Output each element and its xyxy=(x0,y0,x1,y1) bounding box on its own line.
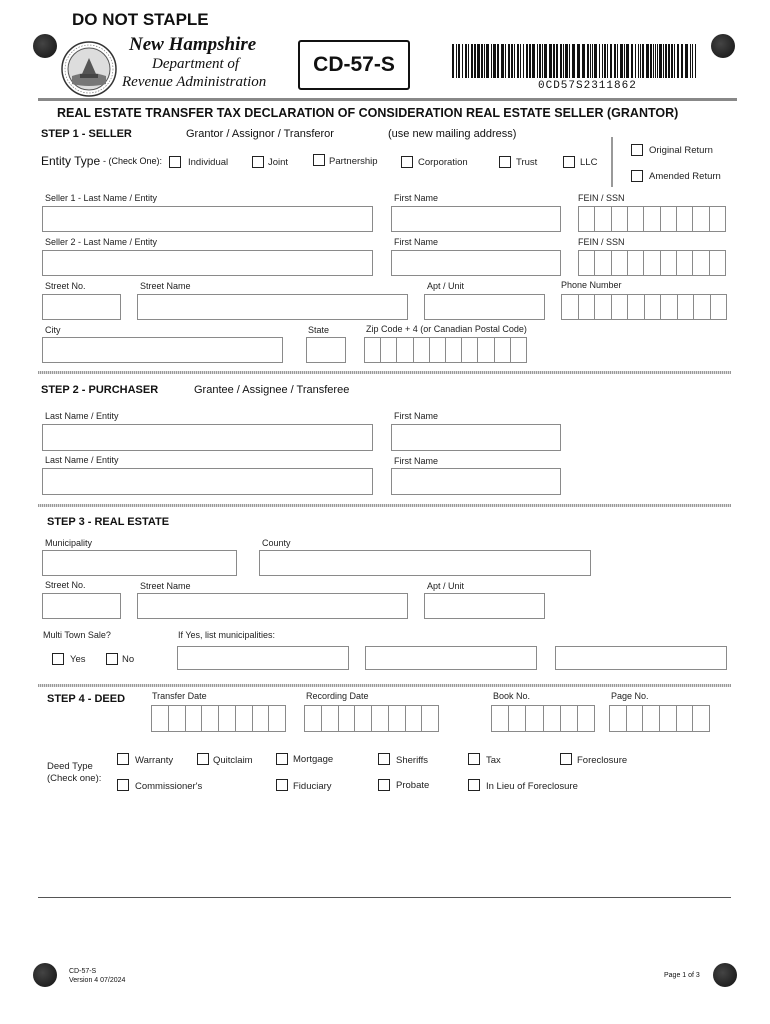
seller-state-field[interactable] xyxy=(306,337,346,363)
footer-version: Version 4 07/2024 xyxy=(69,977,126,984)
seller-street-no-field[interactable] xyxy=(42,294,121,320)
partnership-checkbox[interactable] xyxy=(313,154,325,166)
multi-town-no-label: No xyxy=(122,654,135,665)
county-field[interactable] xyxy=(259,550,591,576)
fiduciary-label: Fiduciary xyxy=(293,781,332,792)
sheriffs-checkbox[interactable] xyxy=(378,753,390,765)
joint-checkbox[interactable] xyxy=(252,156,264,168)
book-no-field[interactable] xyxy=(491,705,595,732)
page-no-field[interactable] xyxy=(609,705,710,732)
department-line-1: Department of xyxy=(152,56,240,72)
seller1-first-field[interactable] xyxy=(391,206,561,232)
property-street-no-label: Street No. xyxy=(45,580,86,590)
punch-hole-bottom-left xyxy=(33,963,57,987)
page-no-label: Page No. xyxy=(611,691,649,701)
step1-divider xyxy=(38,371,731,374)
tax-checkbox[interactable] xyxy=(468,753,480,765)
partnership-label: Partnership xyxy=(329,156,378,167)
purchaser1-first-field[interactable] xyxy=(391,424,561,451)
purchaser2-first-label: First Name xyxy=(394,456,439,466)
commissioners-checkbox[interactable] xyxy=(117,779,129,791)
seller-apt-label: Apt / Unit xyxy=(427,281,465,291)
step2-subheading: Grantee / Assignee / Transferee xyxy=(194,384,350,396)
department-line-2: Revenue Administration xyxy=(122,74,267,90)
recording-date-field[interactable] xyxy=(304,705,439,732)
punch-hole-top-left xyxy=(33,34,57,58)
mailing-note: (use new mailing address) xyxy=(388,128,517,140)
municipality-list-field-3[interactable] xyxy=(555,646,727,670)
county-label: County xyxy=(262,538,291,548)
purchaser2-last-field[interactable] xyxy=(42,468,373,495)
property-apt-field[interactable] xyxy=(424,593,545,619)
warranty-label: Warranty xyxy=(135,755,174,766)
seller2-name-field[interactable] xyxy=(42,250,373,276)
commissioners-label: Commissioner's xyxy=(135,781,203,792)
trust-label: Trust xyxy=(516,157,538,168)
step3-heading: STEP 3 - REAL ESTATE xyxy=(47,516,170,528)
return-type-divider xyxy=(611,137,613,187)
punch-hole-bottom-right xyxy=(713,963,737,987)
original-return-checkbox[interactable] xyxy=(631,144,643,156)
header-rule xyxy=(38,98,737,101)
state-seal-icon xyxy=(60,40,118,98)
barcode-icon xyxy=(452,44,699,78)
footer-page-number: Page 1 of 3 xyxy=(664,972,700,979)
llc-checkbox[interactable] xyxy=(563,156,575,168)
property-apt-label: Apt / Unit xyxy=(427,581,465,591)
form-code: CD-57-S xyxy=(313,53,395,76)
property-street-name-field[interactable] xyxy=(137,593,408,619)
corporation-checkbox[interactable] xyxy=(401,156,413,168)
multi-town-no-checkbox[interactable] xyxy=(106,653,118,665)
original-return-label: Original Return xyxy=(649,145,713,156)
seller2-fein-label: FEIN / SSN xyxy=(578,237,625,247)
quitclaim-label: Quitclaim xyxy=(213,755,253,766)
transfer-date-label: Transfer Date xyxy=(152,691,207,701)
multi-town-label: Multi Town Sale? xyxy=(43,630,111,640)
seller2-first-label: First Name xyxy=(394,237,439,247)
step1-subheading: Grantor / Assignor / Transferor xyxy=(186,128,334,140)
purchaser1-last-field[interactable] xyxy=(42,424,373,451)
individual-checkbox[interactable] xyxy=(169,156,181,168)
in-lieu-of-foreclosure-checkbox[interactable] xyxy=(468,779,480,791)
seller-apt-field[interactable] xyxy=(424,294,545,320)
seller-state-label: State xyxy=(308,325,330,335)
seller2-name-label: Seller 2 - Last Name / Entity xyxy=(45,237,158,247)
mortgage-label: Mortgage xyxy=(293,754,334,765)
entity-type-label: Entity Type xyxy=(41,154,101,168)
transfer-date-field[interactable] xyxy=(151,705,286,732)
seller1-first-label: First Name xyxy=(394,193,439,203)
footer-rule xyxy=(38,897,731,898)
step2-divider xyxy=(38,504,731,507)
municipality-field[interactable] xyxy=(42,550,237,576)
form-code-box xyxy=(298,40,410,90)
purchaser1-last-label: Last Name / Entity xyxy=(45,411,119,421)
purchaser2-last-label: Last Name / Entity xyxy=(45,455,119,465)
step3-divider xyxy=(38,684,731,687)
purchaser2-first-field[interactable] xyxy=(391,468,561,495)
municipality-label: Municipality xyxy=(45,538,93,548)
seller1-fein-label: FEIN / SSN xyxy=(578,193,625,203)
probate-checkbox[interactable] xyxy=(378,779,390,791)
seller-phone-field[interactable] xyxy=(561,294,727,320)
trust-checkbox[interactable] xyxy=(499,156,511,168)
in-lieu-of-foreclosure-label: In Lieu of Foreclosure xyxy=(486,781,578,792)
municipality-list-field-1[interactable] xyxy=(177,646,349,670)
seller-street-no-label: Street No. xyxy=(45,281,86,291)
seller-city-field[interactable] xyxy=(42,337,283,363)
if-yes-label: If Yes, list municipalities: xyxy=(178,630,276,640)
check-one-label: - (Check One): xyxy=(103,156,163,166)
deed-type-label: Deed Type xyxy=(47,761,93,772)
amended-return-checkbox[interactable] xyxy=(631,170,643,182)
llc-label: LLC xyxy=(580,157,598,168)
seller1-name-label: Seller 1 - Last Name / Entity xyxy=(45,193,158,203)
property-street-no-field[interactable] xyxy=(42,593,121,619)
fiduciary-checkbox[interactable] xyxy=(276,779,288,791)
foreclosure-label: Foreclosure xyxy=(577,755,628,766)
warranty-checkbox[interactable] xyxy=(117,753,129,765)
book-no-label: Book No. xyxy=(493,691,531,701)
state-name: New Hampshire xyxy=(129,34,257,55)
footer-form-code: CD-57-S xyxy=(69,968,97,975)
step2-heading: STEP 2 - PURCHASER xyxy=(41,384,159,396)
seller2-fein-field[interactable] xyxy=(578,250,726,276)
multi-town-yes-checkbox[interactable] xyxy=(52,653,64,665)
seller-zip-field[interactable] xyxy=(364,337,527,363)
step4-heading: STEP 4 - DEED xyxy=(47,693,126,705)
seller1-fein-field[interactable] xyxy=(578,206,726,232)
seller-city-label: City xyxy=(45,325,61,335)
seller-street-name-field[interactable] xyxy=(137,294,408,320)
municipality-list-field-2[interactable] xyxy=(365,646,537,670)
sheriffs-label: Sheriffs xyxy=(396,755,429,766)
step1-heading: STEP 1 - SELLER xyxy=(41,128,132,140)
punch-hole-top-right xyxy=(711,34,735,58)
barcode-text: 0CD57S2311862 xyxy=(538,80,637,92)
tax-label: Tax xyxy=(486,755,501,766)
seller-street-name-label: Street Name xyxy=(140,281,191,291)
amended-return-label: Amended Return xyxy=(649,171,721,182)
multi-town-yes-label: Yes xyxy=(70,654,86,665)
purchaser1-first-label: First Name xyxy=(394,411,439,421)
seller-phone-label: Phone Number xyxy=(561,280,622,290)
foreclosure-checkbox[interactable] xyxy=(560,753,572,765)
do-not-staple: DO NOT STAPLE xyxy=(72,10,209,29)
deed-check-one-label: (Check one): xyxy=(47,773,102,784)
probate-label: Probate xyxy=(396,780,430,791)
property-street-name-label: Street Name xyxy=(140,581,191,591)
joint-label: Joint xyxy=(268,157,289,168)
recording-date-label: Recording Date xyxy=(306,691,369,701)
individual-label: Individual xyxy=(188,157,229,168)
seller-zip-label: Zip Code + 4 (or Canadian Postal Code) xyxy=(366,324,527,334)
quitclaim-checkbox[interactable] xyxy=(197,753,209,765)
form-title: REAL ESTATE TRANSFER TAX DECLARATION OF CONSIDERATION REAL ESTATE SELLER (GRANTOR) xyxy=(57,106,679,120)
mortgage-checkbox[interactable] xyxy=(276,753,288,765)
corporation-label: Corporation xyxy=(418,157,468,168)
seller2-first-field[interactable] xyxy=(391,250,561,276)
seller1-name-field[interactable] xyxy=(42,206,373,232)
